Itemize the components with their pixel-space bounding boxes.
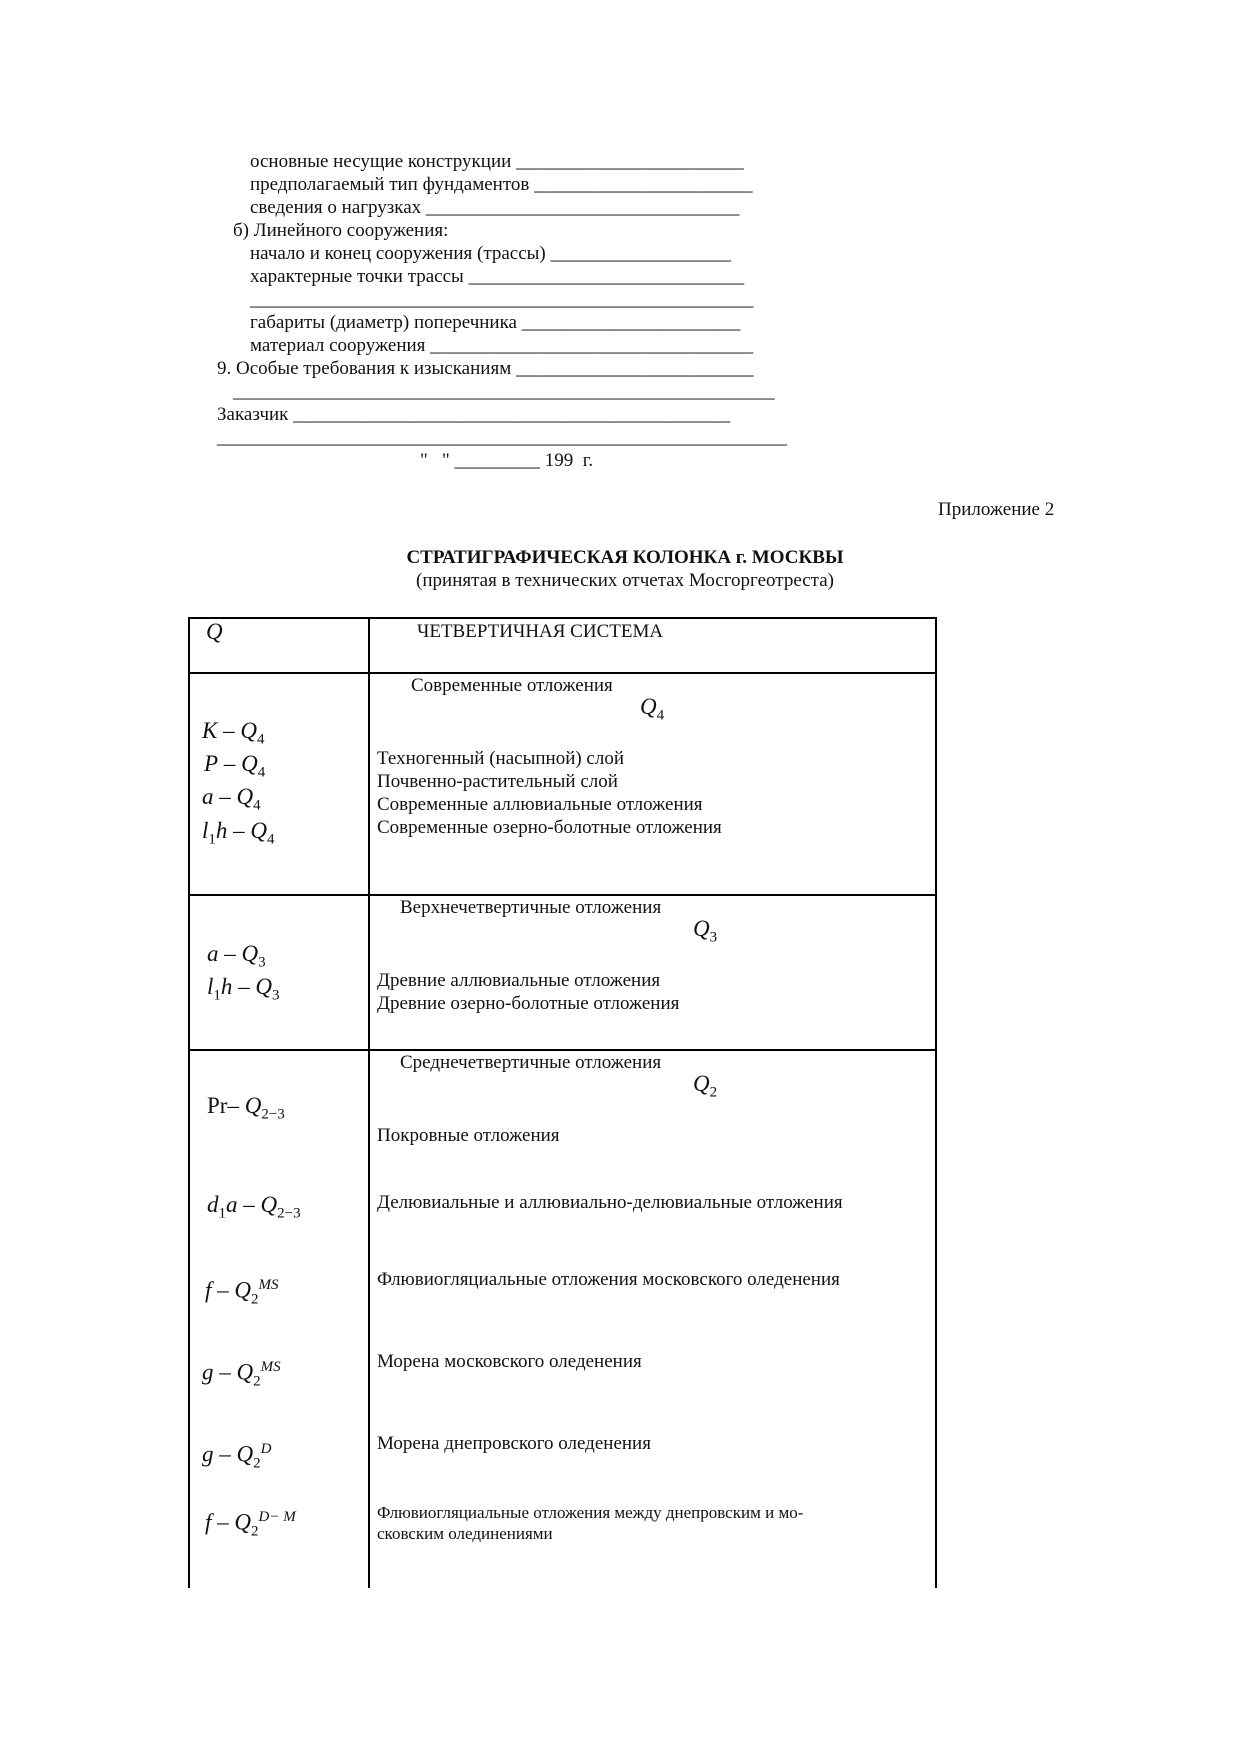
table-border-left — [188, 617, 190, 1588]
document-title: СТРАТИГРАФИЧЕСКАЯ КОЛОНКА г. МОСКВЫ — [406, 547, 844, 568]
item-soil-vegetation: Почвенно-растительный слой — [377, 771, 618, 792]
form-line-blank-3: ____________________________________________________________ — [217, 427, 787, 448]
index-g-q2-ms: g – $Q_2^{MS}$ — [202, 1359, 281, 1390]
index-g-q2-d: g – $Q_2^D$ — [202, 1441, 272, 1472]
index-f-q2-ms: f – $Q_2^{MS}$ — [205, 1277, 279, 1308]
index-p-q4: P – $Q_4$ — [204, 751, 266, 781]
item-moraine-dnieper: Морена днепровского оледенения — [377, 1433, 651, 1454]
index-d1a-q2-3: $d_1a - Q_{2-3}$ — [207, 1192, 301, 1222]
form-line-foundation-type: предполагаемый тип фундаментов _______________________ — [250, 174, 753, 195]
item-fluvioglacial-between-line-2: сковским олединениями — [377, 1524, 553, 1543]
section-symbol-modern: $Q_4$ — [640, 694, 665, 724]
table-border-right — [935, 617, 937, 1588]
item-cover-deposits: Покровные отложения — [377, 1125, 560, 1146]
item-modern-lake-bog: Современные озерно-болотные отложения — [377, 817, 722, 838]
document-subtitle: (принятая в технических отчетах Мосгоргеотреста) — [416, 570, 834, 591]
section-heading-middle: Среднечетвертичные отложения — [400, 1052, 662, 1073]
appendix-label: Приложение 2 — [938, 499, 1055, 520]
form-line-date: " " _________ 199 г. — [420, 450, 594, 471]
form-line-special-requirements: 9. Особые требования к изысканиям _________________________ — [217, 358, 754, 379]
table-column-divider — [368, 617, 370, 1588]
form-line-blank-2: _________________________________________________________ — [233, 381, 775, 402]
item-fluvioglacial-between-line-1: Флювиогляциальные отложения между днепровским и мо- — [377, 1503, 804, 1522]
form-line-route-points: характерные точки трассы _____________________________ — [250, 266, 745, 287]
item-deluvial: Делювиальные и аллювиально-делювиальные отложения — [377, 1192, 843, 1213]
item-fluvioglacial-moscow: Флювиогляциальные отложения московского оледенения — [377, 1269, 840, 1290]
section-heading-upper: Верхнечетвертичные отложения — [400, 897, 662, 918]
index-pr-q2-3: Pr– $Q_{2-3}$ — [207, 1093, 285, 1123]
index-a-q3: a – $Q_3$ — [207, 941, 266, 971]
form-line-customer: Заказчик ______________________________________________ — [217, 404, 731, 425]
section-heading-modern: Современные отложения — [411, 675, 613, 696]
table-border-top — [188, 617, 936, 619]
index-l1h-q4: $l_1h - Q_4$ — [202, 818, 275, 848]
item-moraine-moscow: Морена московского оледенения — [377, 1351, 642, 1372]
section-symbol-middle: $Q_2$ — [693, 1071, 718, 1101]
section-symbol-upper: $Q_3$ — [693, 916, 718, 946]
header-system: ЧЕТВЕРТИЧНАЯ СИСТЕМА — [417, 621, 664, 642]
index-k-q4: K – $Q_4$ — [202, 718, 265, 748]
item-ancient-alluvial: Древние аллювиальные отложения — [377, 970, 661, 991]
item-modern-alluvial: Современные аллювиальные отложения — [377, 794, 703, 815]
item-ancient-lake-bog: Древние озерно-болотные отложения — [377, 993, 680, 1014]
index-a-q4: a – $Q_4$ — [202, 784, 261, 814]
index-l1h-q3: $l_1h - Q_3$ — [207, 974, 280, 1004]
form-line-dimensions: габариты (диаметр) поперечника _______________________ — [250, 312, 741, 333]
form-line-load-bearing: основные несущие конструкции ________________________ — [250, 151, 745, 172]
form-line-loads: сведения о нагрузках _________________________________ — [250, 197, 740, 218]
form-line-material: материал сооружения __________________________________ — [250, 335, 754, 356]
form-line-blank: _____________________________________________________ — [250, 289, 754, 310]
item-technogenic: Техногенный (насыпной) слой — [377, 748, 625, 769]
form-line-linear-structure: б) Линейного сооружения: — [233, 220, 449, 241]
header-index-q: Q — [206, 619, 223, 644]
index-f-q2-d-m: f – $Q_2^{D- M}$ — [205, 1509, 296, 1540]
form-line-route-start-end: начало и конец сооружения (трассы) ___________________ — [250, 243, 732, 264]
